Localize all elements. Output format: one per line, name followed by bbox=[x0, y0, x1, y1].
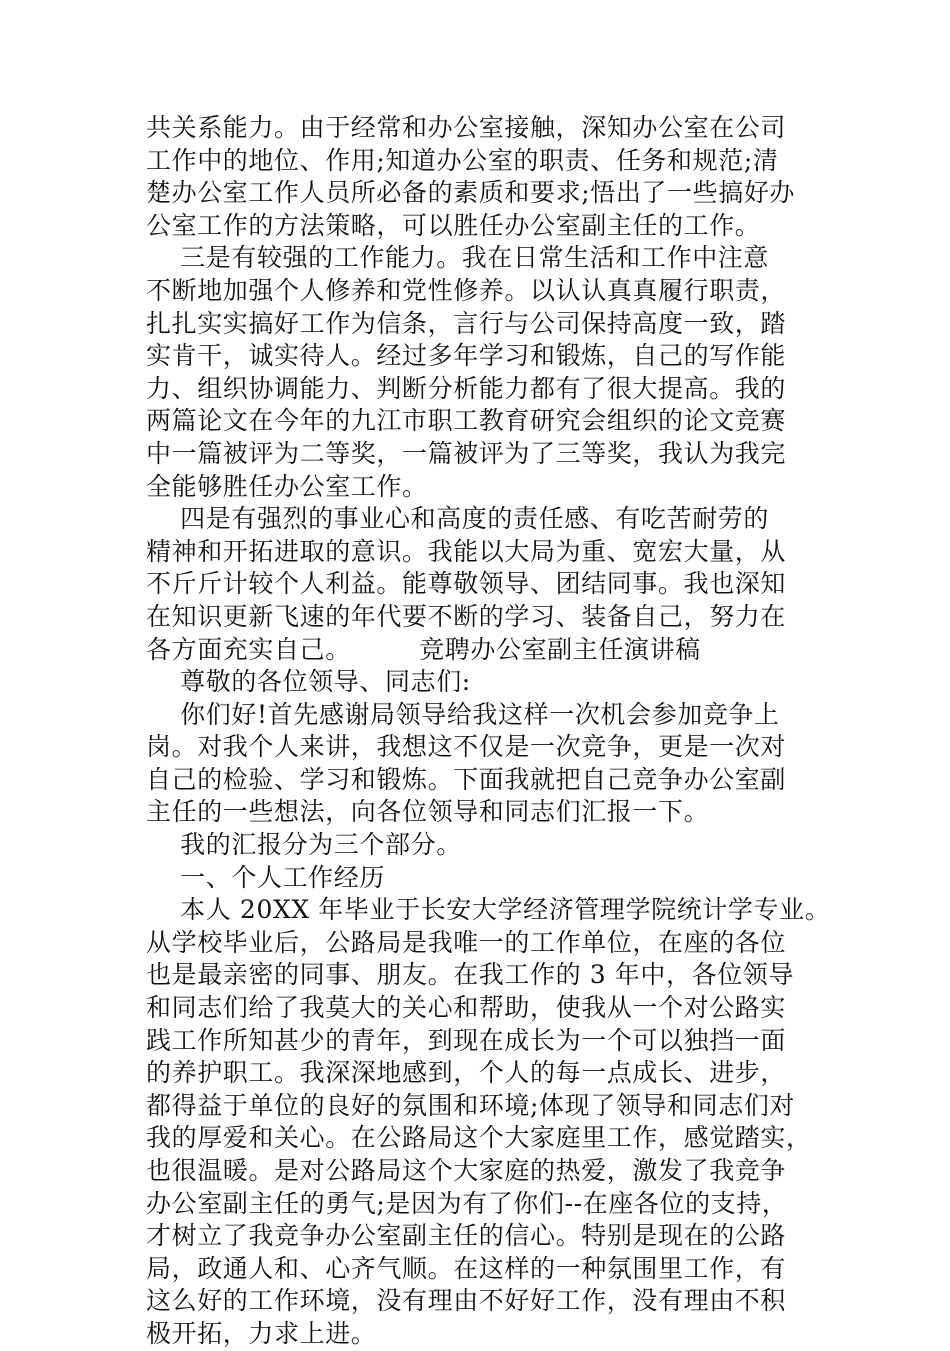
text-line: 我的厚爱和关心。在公路局这个大家庭里工作，感觉踏实， bbox=[146, 1123, 812, 1153]
text-line: 中一篇被评为二等奖，一篇被评为了三等奖，我认为我完 bbox=[146, 438, 787, 468]
text-line: 从学校毕业后，公路局是我唯一的工作单位，在座的各位 bbox=[146, 927, 787, 957]
text-line: 不断地加强个人修养和党性修养。以认认真真履行职责， bbox=[146, 275, 787, 305]
text-line: 极开拓，力求上进。 bbox=[146, 1318, 377, 1348]
text-line: 不斤斤计较个人利益。能尊敬领导、团结同事。我也深知 bbox=[146, 569, 787, 599]
text-line: 三是有较强的工作能力。我在日常生活和工作中注意 bbox=[146, 243, 769, 273]
text-line: 这么好的工作环境，没有理由不好好工作，没有理由不积 bbox=[146, 1286, 787, 1316]
text-line: 各方面充实自己。 竞聘办公室副主任演讲稿 bbox=[146, 634, 701, 664]
text-line: 践工作所知甚少的青年，到现在成长为一个可以独挡一面 bbox=[146, 1025, 787, 1055]
text-line: 扎扎实实搞好工作为信条，言行与公司保持高度一致，踏 bbox=[146, 308, 787, 338]
document-body bbox=[146, 112, 831, 1351]
text-line: 自己的检验、学习和锻炼。下面我就把自己竞争办公室副 bbox=[146, 764, 787, 794]
text-line: 岗。对我个人来讲，我想这不仅是一次竞争，更是一次对 bbox=[146, 732, 787, 762]
text-line: 的养护职工。我深深地感到，个人的每一点成长、进步， bbox=[146, 1058, 787, 1088]
text-line: 实肯干，诚实待人。经过多年学习和锻炼，自己的写作能 bbox=[146, 341, 787, 371]
text-line: 尊敬的各位领导、同志们: bbox=[146, 667, 471, 697]
text-line: 你们好!首先感谢局领导给我这样一次机会参加竞争上 bbox=[146, 699, 780, 729]
text-line: 和同志们给了我莫大的关心和帮助，使我从一个对公路实 bbox=[146, 993, 787, 1023]
text-line: 局，政通人和、心齐气顺。在这样的一种氛围里工作，有 bbox=[146, 1253, 787, 1283]
text-line: 主任的一些想法，向各位领导和同志们汇报一下。 bbox=[146, 797, 710, 827]
text-line: 全能够胜任办公室工作。 bbox=[146, 471, 428, 501]
text-line: 在知识更新飞速的年代要不断的学习、装备自己，努力在 bbox=[146, 601, 787, 631]
text-line: 也很温暖。是对公路局这个大家庭的热爱，激发了我竞争 bbox=[146, 1156, 787, 1185]
text-line: 两篇论文在今年的九江市职工教育研究会组织的论文竞赛 bbox=[146, 406, 787, 436]
text-line: 办公室副主任的勇气;是因为有了你们--在座各位的支持， bbox=[146, 1188, 788, 1218]
text-line: 楚办公室工作人员所必备的素质和要求;悟出了一些搞好办 bbox=[146, 178, 796, 208]
text-line: 精神和开拓进取的意识。我能以大局为重、宽宏大量，从 bbox=[146, 536, 787, 566]
text-line: 四是有强烈的事业心和高度的责任感、有吃苦耐劳的 bbox=[146, 504, 769, 534]
text-line: 公室工作的方法策略，可以胜任办公室副主任的工作。 bbox=[146, 210, 761, 240]
text-line: 力、组织协调能力、判断分析能力都有了很大提高。我的 bbox=[146, 373, 787, 403]
text-line: 也是最亲密的同事、朋友。在我工作的 3 年中，各位领导 bbox=[146, 960, 795, 990]
text-line: 本人 20XX 年毕业于长安大学经济管理学院统计学专业。 bbox=[146, 895, 831, 925]
text-line: 才树立了我竞争办公室副主任的信心。特别是现在的公路 bbox=[146, 1221, 787, 1251]
text-line: 都得益于单位的良好的氛围和环境;体现了领导和同志们对 bbox=[146, 1090, 796, 1120]
text-line: 一、个人工作经历 bbox=[146, 862, 385, 892]
text-line: 我的汇报分为三个部分。 bbox=[146, 830, 462, 860]
text-line: 工作中的地位、作用;知道办公室的职责、任务和规范;清 bbox=[146, 145, 779, 175]
text-line: 共关系能力。由于经常和办公室接触，深知办公室在公司 bbox=[146, 113, 787, 142]
